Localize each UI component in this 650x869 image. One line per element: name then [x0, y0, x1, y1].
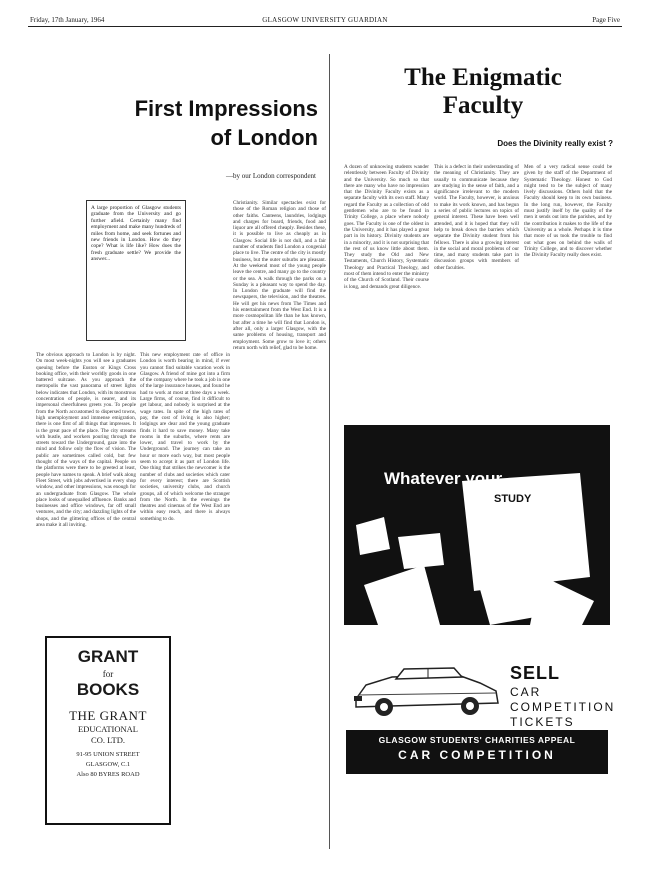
masthead: GLASGOW UNIVERSITY GUARDIAN — [262, 16, 388, 24]
page-header — [28, 14, 622, 27]
london-column-3: Christianity. Similar spectacles exist for those of the Roman religion and those of other faiths. Canteens, laundries, lodgings and charges for board, friends, food and liquor are all offered cheaply. Besides these, it is possible to live as cheaply as in Glasgow. Social life is not dull, and a fair number of students find London a congenial place to live. The centre of the city is mostly business, but the outer suburbs are pleasant. At the weekend most of the young people leave the centre, and many go to the country or the sea. A walk through the parks on a Sunday is a pleasant way to spend the day. In London the graduate will find the newspapers, the television, and the theatres. He will get his news from The Times and his entertainment from the West End. It is a more cosmopolitan life than he has known, but after a time he will find that London is, after all, only a larger Glasgow, with the same problems of housing, transport and employment. Some grow to love it; others return north with relief, glad to be home. — [233, 200, 326, 351]
ad-banner: GLASGOW STUDENTS' CHARITIES APPEAL CAR COMPETITION — [346, 730, 608, 774]
ticket-shape — [398, 533, 444, 569]
issue-date: Friday, 17th January, 1964 — [30, 16, 105, 24]
faculty-headline: The Enigmatic Faculty — [404, 64, 562, 119]
column-rule — [329, 54, 330, 849]
ad-black-panel — [344, 425, 610, 625]
faculty-subtitle: Does the Divinity really exist ? — [497, 139, 613, 148]
ad-car-text: CAR COMPETITION TICKETS — [510, 685, 616, 729]
ad-study-label: STUDY — [494, 493, 532, 505]
ticket-shape — [530, 575, 594, 625]
ad-headline: Whatever your — [384, 469, 503, 488]
grant-books-ad: GRANT for BOOKS THE GRANT EDUCATIONAL CO. LTD. 91-95 UNION STREET GLASGOW, C.1 Also 80 BYRES ROAD — [45, 636, 171, 825]
ticket-shape — [364, 565, 440, 625]
london-headline: First Impressions of London — [134, 96, 318, 150]
tickets-illustration — [344, 425, 610, 625]
london-byline: —by our London correspondent — [225, 172, 316, 180]
charities-appeal-ad — [344, 425, 616, 849]
faculty-column-3: Men of a very radical sense could be given by the staff of the Department of Systematic Theology. Honest to God might tend to be the subject of many lively discussions. Others hold that the Faculty should keep to its own business. In the long run, however, the Faculty must justify itself by the quality of the men it sends out into the parishes, and by the contribution it makes to the life of the University as a whole. Perhaps it is time that more of us took the trouble to find out what goes on behind the walls of Trinity College, and to discover whether the Divinity Faculty really does exist. — [524, 164, 612, 259]
london-column-1: The obvious approach to London is by night. On most week-nights you will see a graduates queuing before the Euston or Kings Cross booking office, with their worldly goods in one battered suitcase. As you approach the metropolis the vast panorama of street lights below indicates that London, with its monstrous concentration of people, is nearer, and its impersonal cheerfulness greets you. To people from the North accustomed to dispersed towns, high unemployment and immense emigration, there is one first of all things that impresses. It is the great pace of the place. The city streams with bustle, and workers pouring through the streets toward the Underground, gaze into the mind and follow only the flow of vision. The public are sometimes called cold, but few thought of the ways of the capital. People on the platforms were there to be greeted at least, people have names to speak. A brief walk along Fleet Street, with jobs advertised in every shop window, and other impressions, was enough for an undergraduate from Glasgow. The whole place looks of unequalled affluence. Banks and businesses and office windows, far off small ventures, and the city; and dazzling lights of the shops, and the glittering offices of the central area make it all inviting. — [36, 352, 136, 529]
london-column-2: This new employment rate of office in London is worth bearing in mind, if ever you cannot find suitable vacation work in Glasgow. A friend of mine got into a firm of the company where he took a job in one of the large insurance houses, and found he had to work at most at three days a week. Large firms, of course, find it difficult to get labour, and nobody is surprised at the wage rates. In spite of the high rates of pay, the cost of living is also higher; lodgings are dear and the young graduate finds it hard to save money. Many take rooms in the suburbs, where rents are lower, and travel to work by the Underground. The journey can take an hour or more each way, but most people seem to accept it as part of London life. One thing that strikes the newcomer is the number of clubs and societies which cater for every interest; there are Scottish societies, university clubs, and church groups, all of which welcome the stranger from the North. In the evenings the theatres and cinemas of the West End are within easy reach, and there is always something to do. — [140, 352, 230, 522]
car-icon — [348, 659, 502, 723]
ticket-shape — [356, 517, 390, 555]
faculty-column-2: This is a defect in their understanding of the meaning of Christianity. They are usually to communicate because they are studying in the sense of faith, and a significance irrelevant to the modern world. The Faculty, however, is anxious to make its work known, and has begun a series of public lectures on topics of general interest. These have been well attended, and it is hoped that they will help to break down the barriers which separate the Divinity student from his fellows. There is also a growing interest in the social and moral problems of our time, and many students take part in discussion groups with members of other faculties. — [434, 164, 519, 271]
ad-sell-label: SELL — [510, 663, 561, 683]
page-number: Page Five — [592, 16, 620, 24]
faculty-column-1: A dozen of unknowing students wander relentlessly between Faculty of Divinity and the University. So much so that there are many who have no impression that the Divinity Faculty exists as a separate faculty with its own staff. Many regard the Faculty as a collection of odd gentlemen who are to be found in Trinity College, a place where nobody goes. The Faculty is one of the oldest in the University, and it has played a great part in its history. Divinity students are in a minority, and it is not surprising that the rest of us know little about them. They study the Old and New Testaments, Church History, Systematic Theology and Practical Theology, and most of them intend to enter the ministry of the Church of Scotland. Their course is long, and demands great diligence. — [344, 164, 429, 290]
london-intro-box: A large proportion of Glasgow students graduate from the University and go further afield. Certainly many find employment and make many hundreds of miles from home, and seek fortunes and new friends in London. How do they cope? What is life like? How does the fresh graduate settle? We provide the answer... — [86, 200, 186, 341]
newspaper-page — [28, 14, 622, 852]
